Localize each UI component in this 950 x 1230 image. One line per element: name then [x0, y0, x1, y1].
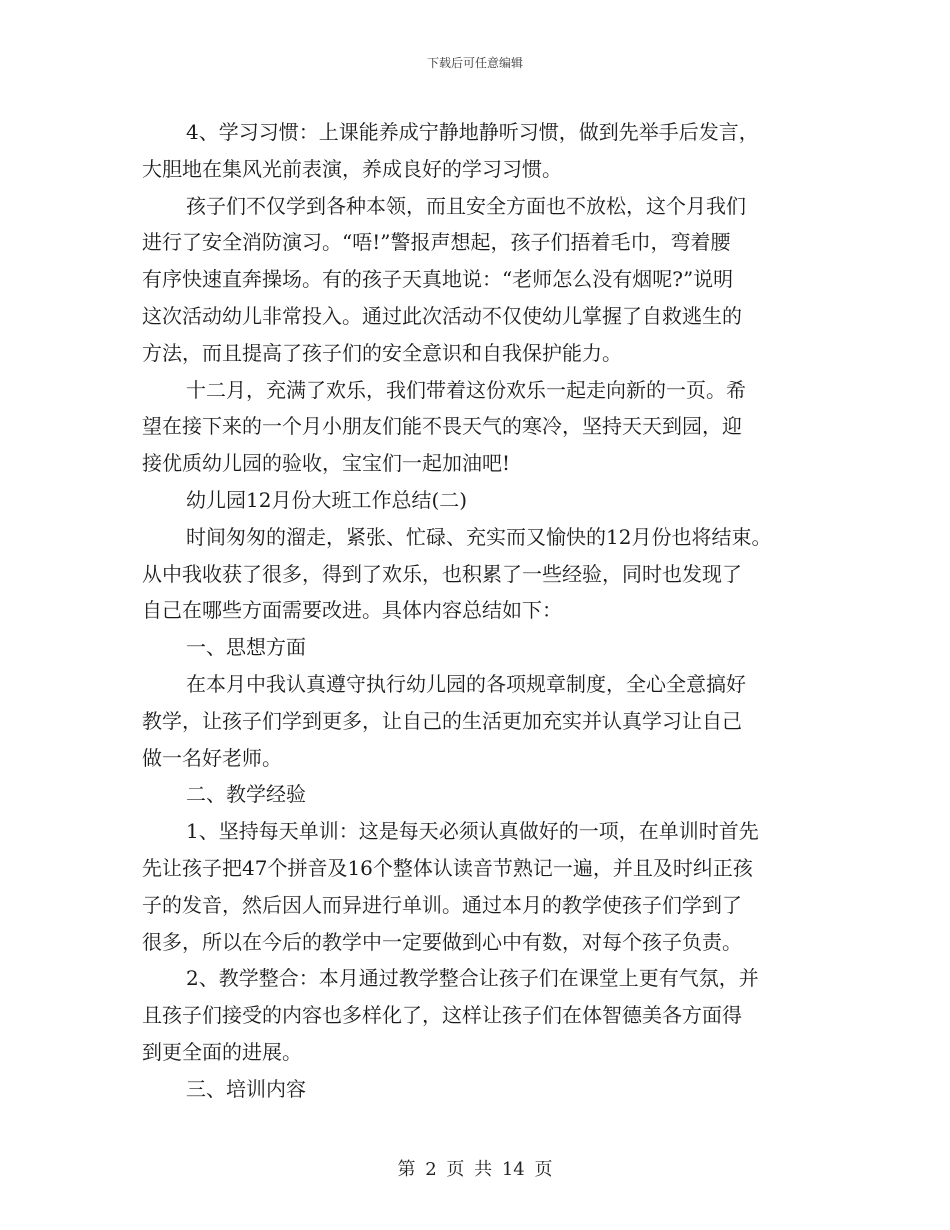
paragraph-line: 这次活动幼儿非常投入。通过此次活动不仅使幼儿掌握了自救逃生的	[142, 303, 742, 328]
section-heading: 一、思想方面	[186, 635, 306, 660]
paragraph-line: 十二月，充满了欢乐，我们带着这份欢乐一起走向新的一页。希	[186, 377, 746, 402]
paragraph-line: 很多，所以在今后的教学中一定要做到心中有数，对每个孩子负责。	[142, 929, 742, 954]
paragraph-line: 在本月中我认真遵守执行幼儿园的各项规章制度，全心全意搞好	[186, 671, 746, 696]
section-heading: 三、培训内容	[186, 1076, 306, 1101]
section-title: 幼儿园12月份大班工作总结(二)	[186, 487, 468, 512]
paragraph-line: 4、学习习惯：上课能养成宁静地静听习惯，做到先举手后发言，	[186, 120, 759, 144]
paragraph-line: 1、坚持每天单训：这是每天必须认真做好的一项，在单训时首先	[186, 819, 759, 844]
page-header: 下载后可任意编辑	[426, 56, 523, 70]
paragraph-line: 从中我收获了很多，得到了欢乐，也积累了一些经验，同时也发现了	[142, 561, 742, 586]
paragraph-line: 教学，让孩子们学到更多，让自己的生活更加充实并认真学习让自己	[142, 708, 742, 733]
document-body	[142, 114, 832, 1108]
paragraph-line: 做一名好老师。	[142, 745, 282, 770]
page-footer: 第 2 页 共 14 页	[397, 1159, 553, 1180]
paragraph-line: 接优质幼儿园的验收，宝宝们一起加油吧!	[142, 451, 511, 476]
paragraph-line: 大胆地在集风光前表演，养成良好的学习习惯。	[142, 156, 562, 181]
paragraph-line: 子的发音，然后因人而异进行单训。通过本月的教学使孩子们学到了	[142, 892, 742, 917]
paragraph-line: 到更全面的进展。	[142, 1039, 302, 1064]
paragraph-line: 自己在哪些方面需要改进。具体内容总结如下：	[142, 598, 562, 623]
section-heading: 二、教学经验	[186, 782, 306, 807]
paragraph-line: 2、教学整合：本月通过教学整合让孩子们在课堂上更有气氛，并	[186, 966, 759, 991]
paragraph-line: 望在接下来的一个月小朋友们能不畏天气的寒冷，坚持天天到园，迎	[142, 414, 742, 439]
paragraph-line: 进行了安全消防演习。“唔!”警报声想起，孩子们捂着毛巾，弯着腰	[142, 230, 731, 255]
paragraph-line: 方法，而且提高了孩子们的安全意识和自我保护能力。	[142, 340, 622, 365]
paragraph-line: 且孩子们接受的内容也多样化了，这样让孩子们在体智德美各方面得	[142, 1003, 742, 1028]
paragraph-line: 孩子们不仅学到各种本领，而且安全方面也不放松，这个月我们	[186, 193, 746, 218]
paragraph-line: 时间匆匆的溜走，紧张、忙碌、充实而又愉快的12月份也将结束。	[186, 524, 772, 549]
paragraph-line: 有序快速直奔操场。有的孩子天真地说：“老师怎么没有烟呢?”说明	[142, 267, 734, 292]
paragraph-line: 先让孩子把47个拼音及16个整体认读音节熟记一遍，并且及时纠正孩	[142, 855, 753, 880]
